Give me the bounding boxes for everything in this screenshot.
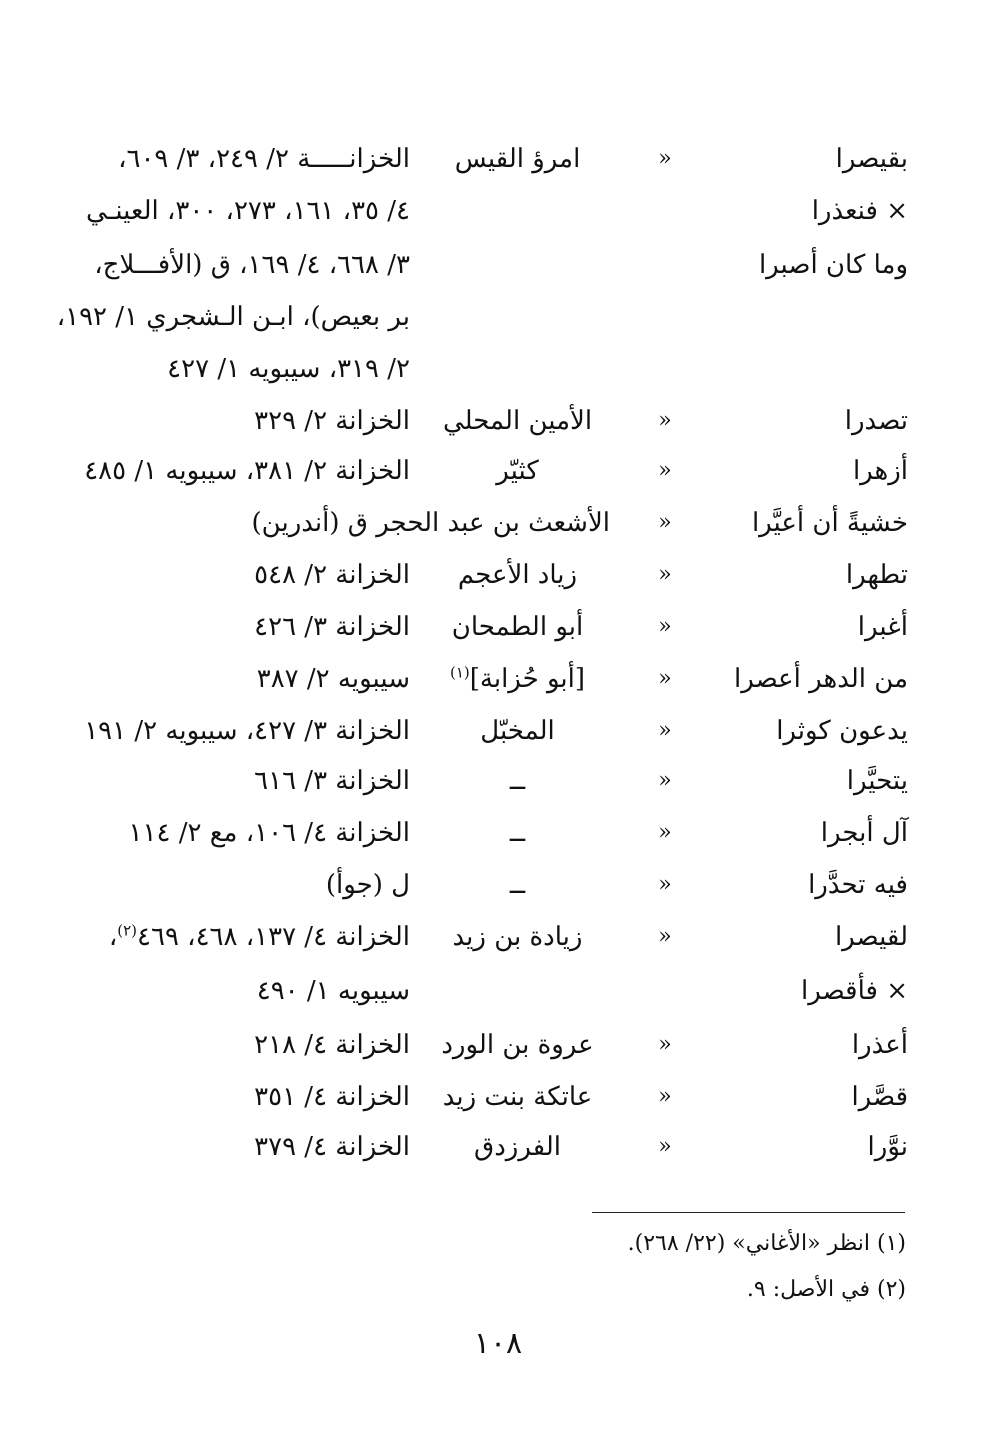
ditto-mark: « <box>658 820 672 845</box>
source-reference: الخزانة ٤/ ٢١٨ <box>254 1030 410 1060</box>
source-reference: الخزانة ٤/ ٣٧٩ <box>254 1132 410 1162</box>
source-reference: سيبويه ١/ ٤٩٠ <box>256 976 410 1006</box>
table-row <box>0 706 996 756</box>
source-reference: سيبويه ٢/ ٣٨٧ <box>256 664 410 694</box>
table-row <box>0 912 996 962</box>
poet-and-source: الأشعث بن عبد الحجر ق (أندرين) <box>251 508 610 538</box>
rhyme-word: أعذرا <box>851 1030 908 1060</box>
source-reference: الخزانة ٢/ ٣٨١، سيبويه ١/ ٤٨٥ <box>84 456 410 486</box>
rhyme-word: لقيصرا <box>834 922 908 952</box>
table-row <box>0 1122 996 1172</box>
table-row <box>0 550 996 600</box>
ditto-mark: « <box>658 510 672 535</box>
poet-name: عروة بن الورد <box>441 1030 594 1060</box>
ditto-mark: « <box>658 562 672 587</box>
rhyme-word: × فأقصرا <box>801 976 908 1006</box>
footnote-text: انظر «الأغاني» (٢٢/ ٢٦٨). <box>627 1231 870 1256</box>
table-row <box>0 396 996 446</box>
table-row <box>0 808 996 858</box>
table-row <box>0 344 996 394</box>
poet-name: زياد الأعجم <box>457 560 578 590</box>
source-tail: ، <box>108 922 118 952</box>
source-text: الخزانة ٤/ ١٣٧، ٤٦٨، ٤٦٩ <box>137 922 410 952</box>
table-row <box>0 1020 996 1070</box>
source-reference: الخزانة ٣/ ٦١٦ <box>254 766 410 796</box>
rhyme-word: تصدرا <box>844 406 908 436</box>
table-row <box>0 446 996 496</box>
source-reference: ٣/ ٦٦٨، ٤/ ١٦٩، ق (الأفـــلاج، <box>94 250 410 280</box>
poet-name: زيادة بن زيد <box>452 922 583 952</box>
source-reference: الخزانة ٤/ ٣٥١ <box>254 1082 410 1112</box>
ditto-mark: « <box>658 614 672 639</box>
table-row <box>0 498 996 548</box>
source-reference: الخزانة ٣/ ٤٢٦ <box>254 612 410 642</box>
source-reference: الخزانـــــة ٢/ ٢٤٩، ٣/ ٦٠٩، <box>118 144 410 174</box>
table-row <box>0 240 996 290</box>
table-row <box>0 966 996 1016</box>
source-reference: الخزانة ٤/ ١٠٦، مع ٢/ ١١٤ <box>128 818 410 848</box>
rhyme-word: قصَّرا <box>851 1082 908 1112</box>
footnote-number: (٢) <box>876 1277 906 1302</box>
rhyme-word: أزهرا <box>852 456 908 486</box>
rhyme-word: يتحيَّرا <box>846 766 908 796</box>
footnote <box>406 1272 906 1308</box>
poet-name: ــ <box>509 766 526 796</box>
poet-name: عاتكة بنت زيد <box>442 1082 593 1112</box>
table-row <box>0 860 996 910</box>
footnote-divider <box>592 1212 905 1213</box>
ditto-mark: « <box>658 768 672 793</box>
rhyme-word: نوَّرا <box>867 1132 908 1162</box>
source-reference: بر بعيص)، ابـن الـشجري ١/ ١٩٢، <box>56 302 410 332</box>
poet-name-text: [أبو حُزابة] <box>469 664 586 694</box>
table-row <box>0 1072 996 1122</box>
poet-name: الفرزدق <box>474 1132 561 1162</box>
table-row <box>0 134 996 184</box>
footnote-marker: (٢) <box>117 921 138 940</box>
poet-name: ــ <box>509 870 526 900</box>
poet-name: ــ <box>509 818 526 848</box>
footnote-text: في الأصل: ٩. <box>746 1277 870 1302</box>
rhyme-word: وما كان أصبرا <box>758 250 908 280</box>
table-row <box>0 292 996 342</box>
ditto-mark: « <box>658 146 672 171</box>
rhyme-word: تطهرا <box>845 560 908 590</box>
ditto-mark: « <box>658 1084 672 1109</box>
ditto-mark: « <box>658 408 672 433</box>
ditto-mark: « <box>658 1134 672 1159</box>
source-reference: الخزانة ٣/ ٤٢٧، سيبويه ٢/ ١٩١ <box>84 716 410 746</box>
table-row <box>0 654 996 704</box>
source-reference: ٤/ ٣٥، ١٦١، ٢٧٣، ٣٠٠، العينـي <box>86 196 410 226</box>
ditto-mark: « <box>658 458 672 483</box>
rhyme-word: فيه تحدَّرا <box>808 870 908 900</box>
page-number: ١٠٨ <box>473 1326 523 1361</box>
ditto-mark: « <box>658 872 672 897</box>
table-row <box>0 602 996 652</box>
source-reference: الخزانة ٢/ ٣٢٩ <box>254 406 410 436</box>
rhyme-word: أغبرا <box>857 612 908 642</box>
source-reference: ٢/ ٣١٩، سيبويه ١/ ٤٢٧ <box>167 354 410 384</box>
ditto-mark: « <box>658 1032 672 1057</box>
table-row <box>0 756 996 806</box>
poet-name: الأمين المحلي <box>442 406 593 436</box>
footnote-marker: (١) <box>449 663 470 682</box>
rhyme-word: من الدهر أعصرا <box>734 664 908 694</box>
poet-name: أبو الطمحان <box>451 612 584 642</box>
poet-name: امرؤ القيس <box>454 144 581 174</box>
source-reference <box>70 912 410 962</box>
rhyme-word: بقيصرا <box>835 144 908 174</box>
ditto-mark: « <box>658 718 672 743</box>
poet-name: كثيّر <box>496 456 539 486</box>
poet-name <box>410 654 625 704</box>
rhyme-word: آل أبجرا <box>820 818 908 848</box>
footnote <box>406 1226 906 1262</box>
ditto-mark: « <box>658 924 672 949</box>
table-row <box>0 186 996 236</box>
footnote-number: (١) <box>876 1231 906 1256</box>
rhyme-word: يدعون كوثرا <box>776 716 908 746</box>
rhyme-word: × فنعذرا <box>811 196 908 226</box>
source-reference: الخزانة ٢/ ٥٤٨ <box>254 560 410 590</box>
ditto-mark: « <box>658 666 672 691</box>
poet-name: المخبّل <box>480 716 555 746</box>
rhyme-word: خشيةً أن أعيَّرا <box>751 508 908 538</box>
source-reference: ل (جوأ) <box>325 870 410 900</box>
